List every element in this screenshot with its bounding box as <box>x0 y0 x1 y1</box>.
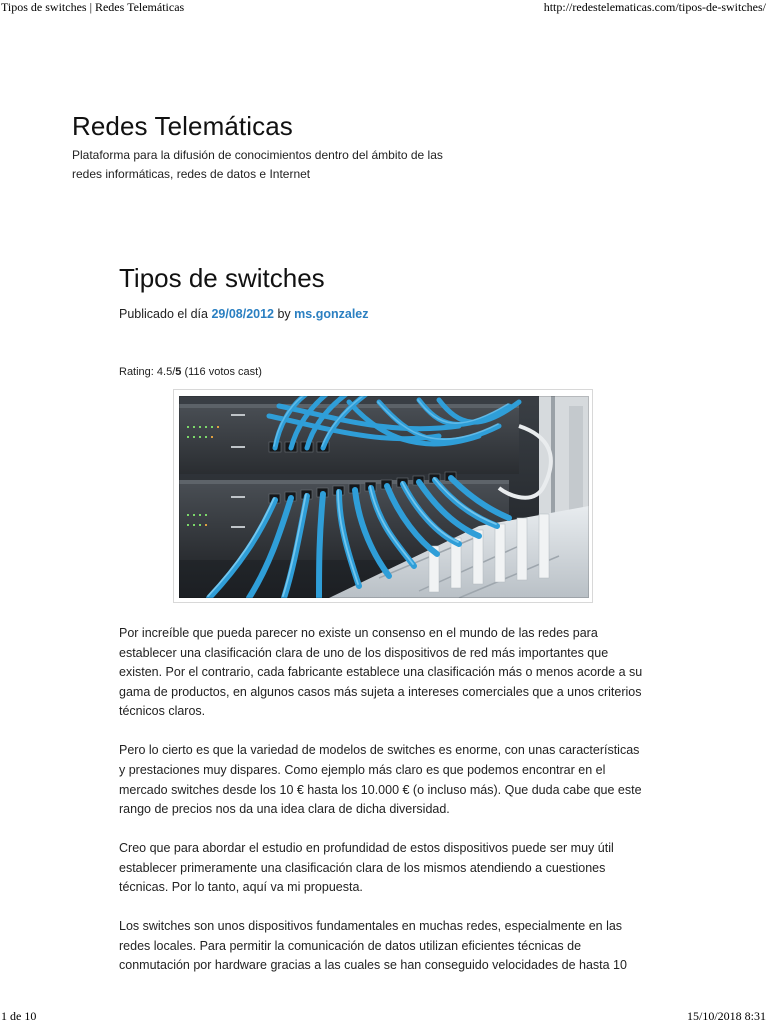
paragraph-2: Pero lo cierto es que la variedad de modelos de switches es enorme, con unas características y prestaciones muy dispares. Como ejemplo más claro es que podemos encontrar en el mercado switches desde los 10 € hasta los 10.000 € (o incluso más). Que duda cabe que este rango de precios nos da una idea clara de dicha diversidad. <box>119 743 642 817</box>
network-switch-photo <box>179 396 589 598</box>
print-datetime: 15/10/2018 8:31 <box>686 1009 766 1023</box>
post-meta-by: by <box>277 307 291 321</box>
site-description: Plataforma para la difusión de conocimientos dentro del ámbito de las redes informáticas, redes de datos e Internet <box>72 148 443 181</box>
print-page-title: Tipos de switches | Redes Telemáticas <box>1 0 185 14</box>
post-image <box>173 389 593 603</box>
print-page-count: 1 de 10 <box>1 1009 37 1023</box>
paragraph-1: Por increíble que pueda parecer no existe un consenso en el mundo de las redes para establecer una clasificación clara de uno de los dispositivos de red más importantes que existen. Por el contrario, cada fabricante establece una clasificación más o menos acorde a su gama de productos, en algunos casos más sujeta a intereses comerciales que a unos criterios técnicos claros. <box>119 626 643 719</box>
rating-label: Rating: 4.5/ <box>119 366 176 378</box>
paragraph-3: Creo que para abordar el estudio en profundidad de estos dispositivos puede ser muy útil establecer primeramente una clasificación clara de los mismos atendiendo a cuestiones técnicas. Por lo tanto, aquí va mi propuesta. <box>119 841 614 895</box>
rating-max: 5 <box>175 366 182 378</box>
post-author-link[interactable]: ms.gonzalez <box>294 307 369 321</box>
rating-votes: (116 votos cast) <box>184 366 262 378</box>
print-footer <box>0 1009 768 1024</box>
paragraph-4: Los switches son unos dispositivos fundamentales en muchas redes, especialmente en las redes locales. Para permitir la comunicación de datos utilizan eficientes técnicas de conmutación por hardware gracias a las cuales se han conseguido velocidades de hasta 10 <box>119 919 627 973</box>
post-meta-prefix: Publicado el día <box>119 307 208 321</box>
site-title[interactable]: Redes Telemáticas <box>72 111 293 141</box>
rating <box>119 366 262 378</box>
post-content <box>119 624 649 995</box>
post-title: Tipos de switches <box>119 263 325 293</box>
print-url[interactable]: http://redestelematicas.com/tipos-de-switches/ <box>543 0 766 14</box>
print-header <box>0 0 768 16</box>
post-meta <box>119 307 369 321</box>
post-date-link[interactable]: 29/08/2012 <box>211 307 274 321</box>
